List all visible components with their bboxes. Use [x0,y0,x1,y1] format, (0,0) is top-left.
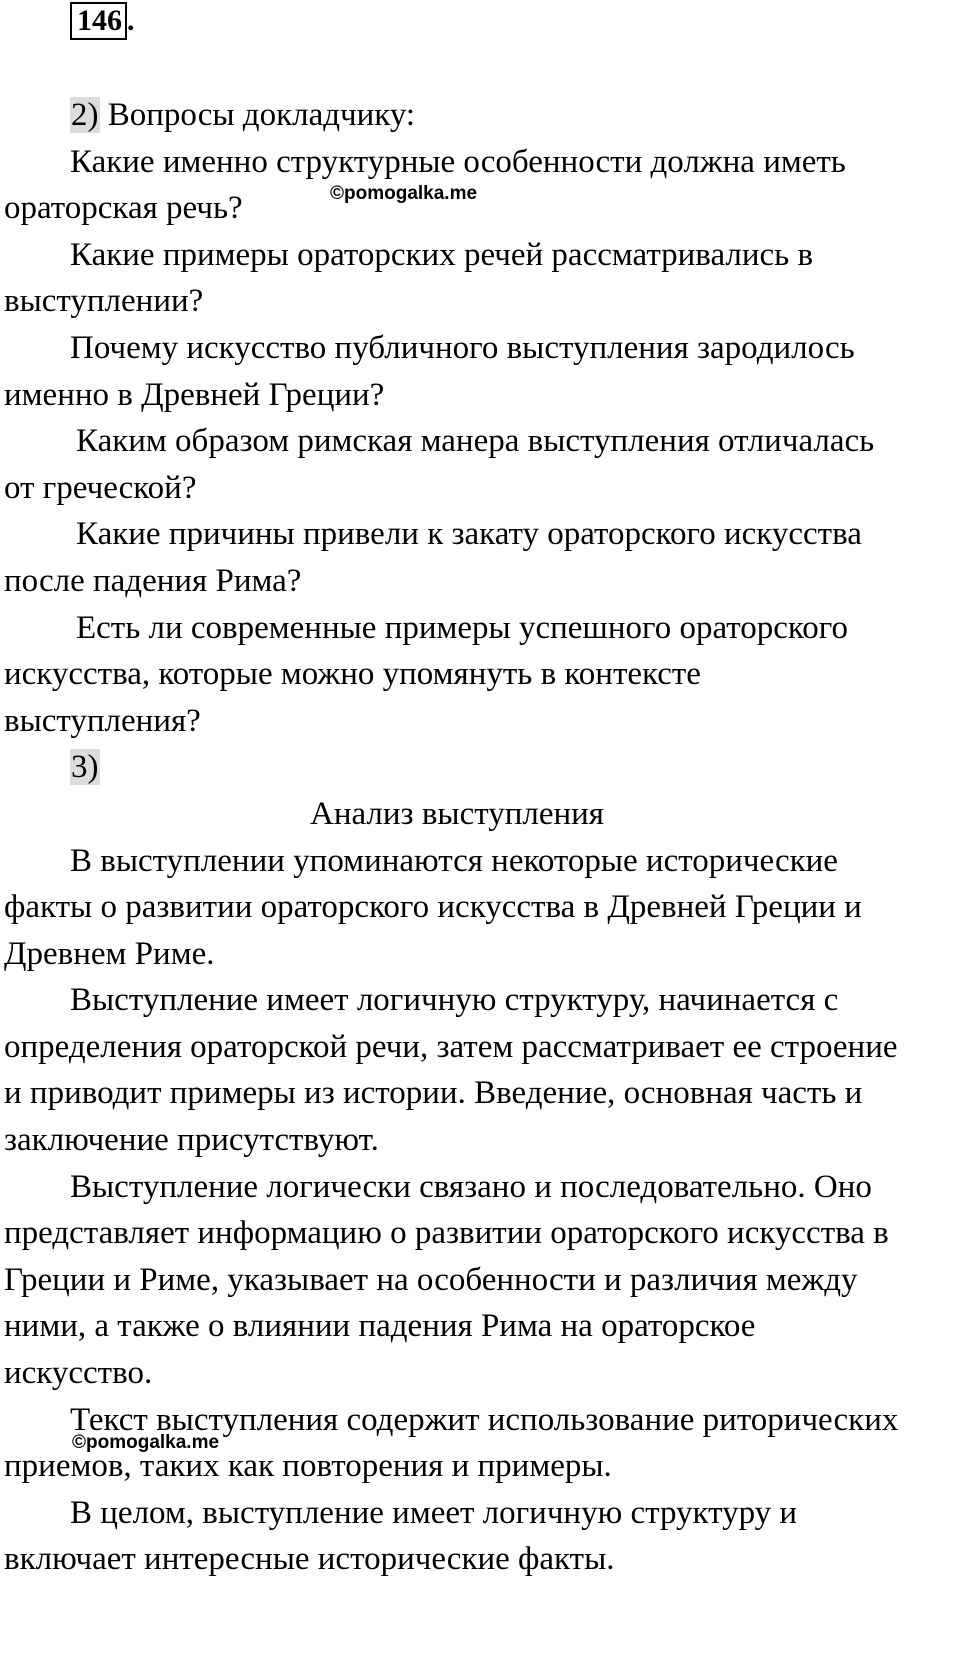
question-2: Какие примеры ораторских речей рассматривались в выступлении? [4,236,814,320]
question-4: Каким образом римская манера выступления отличалась от греческой? [4,423,875,506]
task-number-suffix: . [127,4,135,37]
section-3-marker: 3) [71,749,99,786]
question-6: Есть ли современные примеры успешного ораторского искусства, которые можно упомянуть в контексте выступления? [4,609,848,739]
question-5: Какие причины привели к закату ораторского искусства после падения Рима? [4,516,862,599]
analysis-paragraph-5: В целом, выступление имеет логичную структуру и включает интересные исторические факты. [4,1494,798,1578]
question-1: Какие именно структурные особенности должна иметь ораторская речь? [4,143,846,227]
section-3-heading: Анализ выступления [309,795,604,832]
question-3: Почему искусство публичного выступления зародилось именно в Древней Греции? [4,329,855,413]
analysis-paragraph-1: В выступлении упоминаются некоторые исторические факты о развитии ораторского искусства в Древней Греции и Древнем Риме. [4,842,862,972]
section-3-marker-line [4,744,904,791]
watermark: ©pomogalka.me [330,183,478,204]
analysis-paragraph-4: Текст выступления содержит использование риторических приемов, таких как повторения и примеры. [4,1401,899,1485]
analysis-paragraph-3: Выступление логически связано и последовательно. Оно представляет информацию о развитии ораторского искусства в Греции и Риме, указывает на особенности и различия между ними, а также о влиянии падения Рима на ораторское искусство. [4,1168,889,1392]
task-number-box: 146 [70,2,127,40]
section-2-title [4,92,904,139]
section-2-title-text: Вопросы докладчику: [99,97,416,133]
section-2-marker: 2) [71,97,99,133]
task-number [70,2,135,40]
watermark: ©pomogalka.me [72,1432,220,1453]
analysis-paragraph-2: Выступление имеет логичную структуру, начинается с определения ораторской речи, затем рассматривает ее строение и приводит примеры из истории. Введение, основная часть и заключение присутствуют. [4,982,898,1159]
document-body [4,92,904,1583]
